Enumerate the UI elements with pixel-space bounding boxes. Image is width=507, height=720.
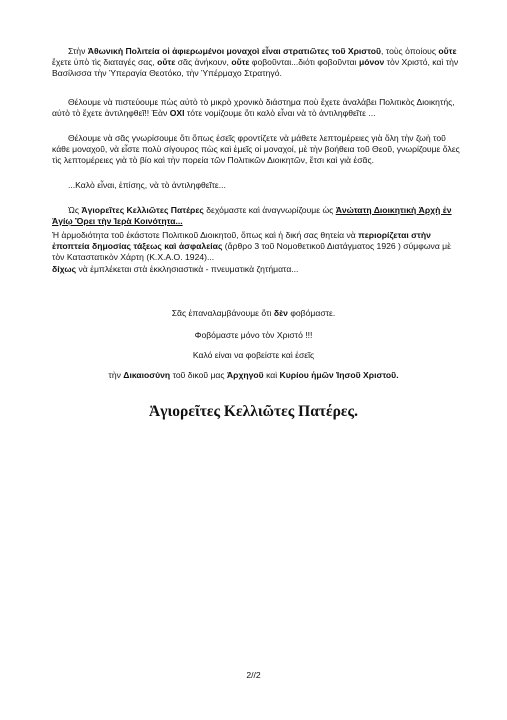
centered-line-2: Φοβόμαστε μόνο τὸν Χριστό !!! — [194, 330, 313, 340]
centered-line-4: τὴν Δικαιοσύνη τοῦ δικοῦ μας Ἀρχηγοῦ καὶ Κυρίου ἡμῶν Ἰησοῦ Χριστοῦ. — [108, 370, 399, 380]
paragraph-competence: Ἡ ἁρμοδιότητα τοῦ ἑκάστοτε Πολιτικοῦ Διοικητοῦ, ὅπως καὶ ἡ δική σας θητεία νὰ περιορίζεται στὴν ἐποπτεία δημοσίας τάξεως καὶ ἀσφαλείας (ἄρθρο 3 τοῦ Νομοθετικοῦ Διατάγματος 1926 ) σύμφωνα μὲ τὸν Καταστατικὸν Χάρτη (Κ.Χ.Α.Ο. 1924)... δίχως νὰ ἐμπλέκεται στὰ ἐκκλησιαστικὰ - πνευματικὰ ζητήματα... — [52, 230, 451, 274]
paragraph-authority: Ὡς Ἁγιορεῖτες Κελλιῶτες Πατέρες δεχόμαστε καὶ ἀναγνωρίζουμε ὡς Ἀνώτατη Διοικητικὴ Ἀρχὴ ἐν Ἁγίῳ Ὄρει τὴν Ἱερὰ Κοινότητα... — [52, 205, 452, 227]
centered-line-1: Σᾶς ἐπαναλαμβάνουμε ὅτι δὲν φοβόμαστε. — [171, 308, 336, 318]
centered-line-3: Καλό είναι να φοβείστε καὶ ἐσεῖς — [192, 350, 315, 360]
closing-signature: Ἁγιορεῖτες Κελλιῶτες Πατέρες. — [149, 403, 358, 420]
paragraph-details: Θέλουμε νὰ σᾶς γνωρίσουμε ὅτι ὅπως ἐσεῖς φροντίζετε νὰ μάθετε λεπτομέρειες γιὰ ὅλη τὴν ζωὴ τοῦ κάθε μοναχοῦ, νὰ εἶστε πολὺ σίγουρος πὼς καὶ ἐμεῖς οἱ μοναχοί, μὲ τὴν βοήθεια τοῦ Θεοῦ, γνωρίζουμε ὅλες τὶς λεπτομέρειες γιὰ τὸ βίο καὶ τὴν πορεία τῶν Πολιτικῶν Διοικητῶν, ἔτσι καὶ γιὰ ἐσᾶς. — [52, 133, 460, 166]
paragraph-athonite-state: Στὴν Ἀθωνικὴ Πολιτεία οἱ ἀφιερωμένοι μοναχοὶ εἶναι στρατιῶτες τοῦ Χριστοῦ, τοὺς ὁποίους οὔτε ἔχετε ὑπὸ τὶς διαταγές σας, οὔτε σᾶς ἀνήκουν, οὔτε φοβοῦνται...διότι φοβοῦνται μόνον τὸν Χριστό, καὶ τὴν Βασίλισσα τὴν Ὑπεραγία Θεοτόκο, τὴν Ὑπέρμαχο Στρατηγό. — [52, 46, 459, 79]
page-number: 2//2 — [246, 670, 261, 680]
paragraph-also: ...Καλὸ εἶναι, ἐπίσης, νὰ τὸ ἀντιληφθεῖτε... — [68, 180, 226, 190]
paragraph-understand: Θέλουμε νὰ πιστεύουμε πὼς αὐτὸ τὸ μικρὸ χρονικὸ διάστημα ποὺ ἔχετε ἀναλάβει Πολιτικὸς Διοικητής, αὐτὸ τὸ ἔχετε ἀντιληφθεῖ!! Ἐὰν ΟΧΙ τότε νομίζουμε ὅτι καλὸ εἶναι νὰ τὸ ἀντιληφθεῖτε ... — [52, 97, 455, 119]
underlined-authority: Ἀνώτατη Διοικητικὴ Ἀρχὴ ἐν Ἁγίῳ Ὄρει τὴν Ἱερὰ Κοινότητα... — [52, 205, 452, 227]
bold-phrase: Ἀθωνικὴ Πολιτεία οἱ ἀφιερωμένοι μοναχοὶ εἶναι στρατιῶτες τοῦ Χριστοῦ — [87, 46, 382, 56]
